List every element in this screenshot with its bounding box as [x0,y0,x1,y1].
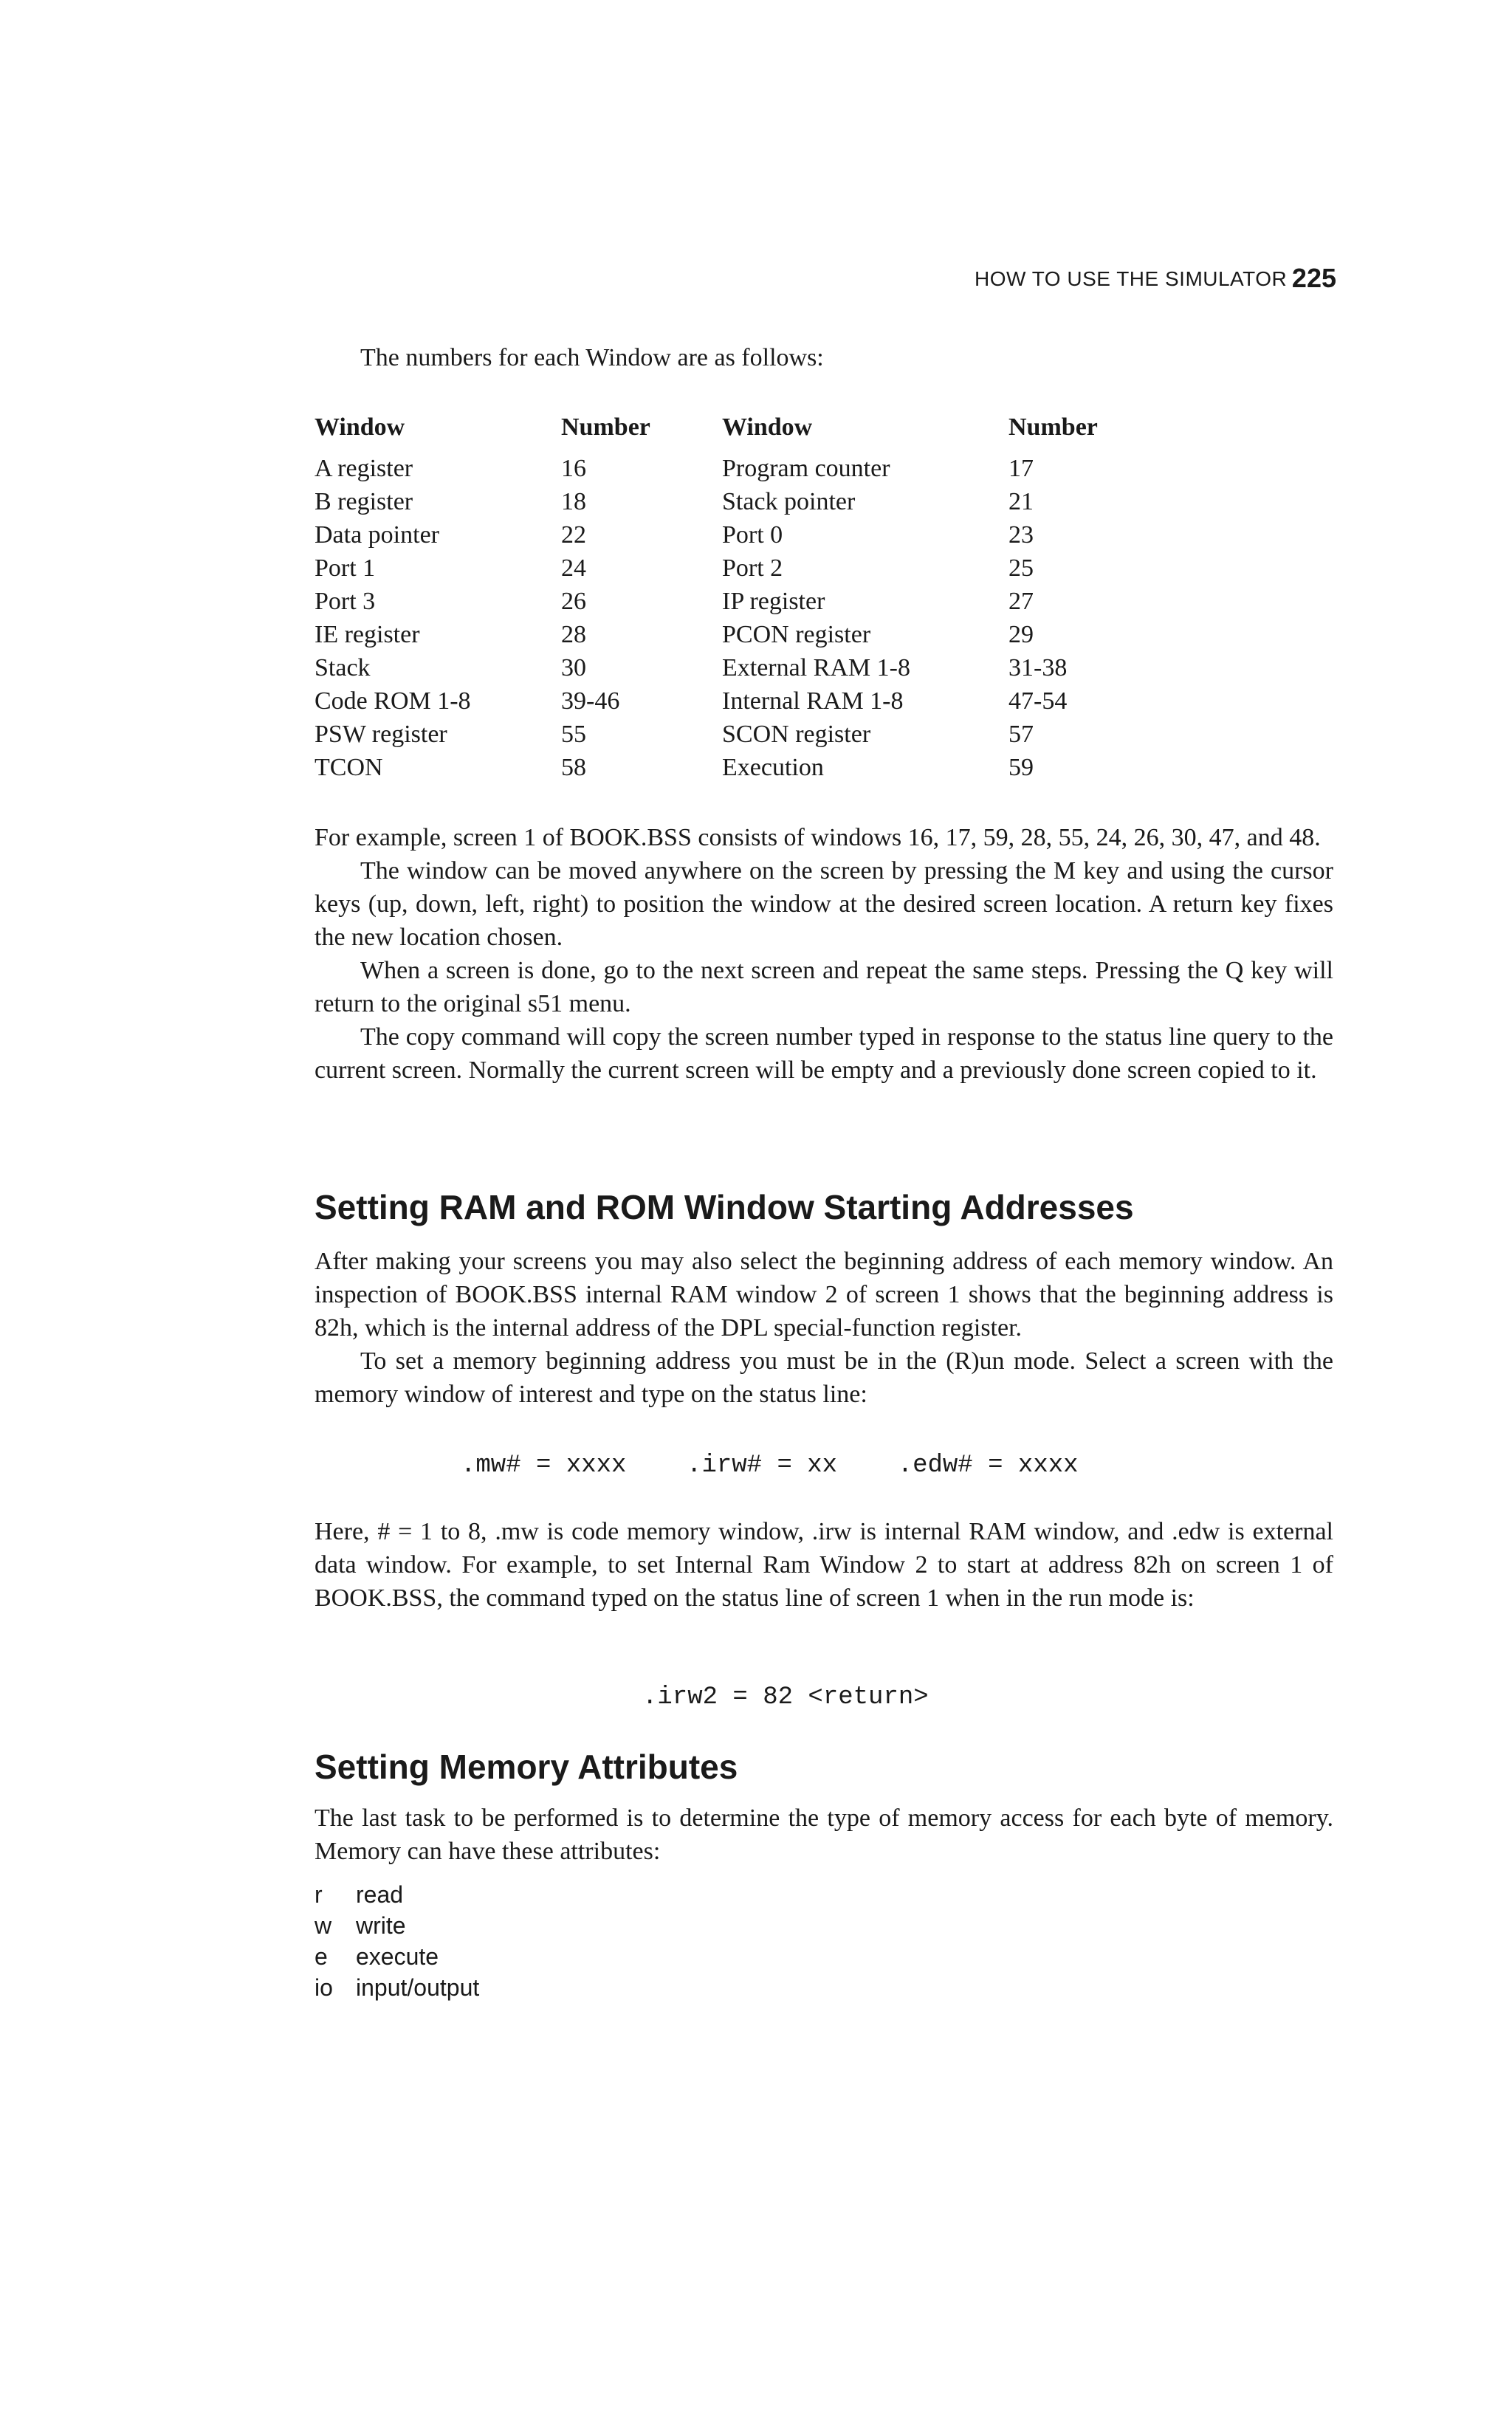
table-cell: A register [315,455,413,482]
paragraph: The copy command will copy the screen number typed in response to the status line query to the current screen. Normally the current screen will be empty and a previously done screen copied to it. [315,1023,1333,1084]
table-cell: Port 2 [722,554,783,582]
attribute-label: read [356,1881,404,1908]
running-head-title: HOW TO USE THE SIMULATOR [975,267,1288,290]
table-cell: Port 1 [315,554,376,582]
table-cell: 17 [1008,455,1034,482]
attribute-key: e [315,1943,328,1970]
table-cell: 21 [1008,488,1034,515]
table-cell: PSW register [315,721,447,748]
table-cell: IP register [722,588,825,615]
table-body [315,455,1156,787]
paragraph: The last task to be performed is to determine the type of memory access for each byte of memory. Memory can have these attributes: [315,1804,1333,1865]
paragraph: Here, # = 1 to 8, .mw is code memory window, .irw is internal RAM window, and .edw is external data window. For example, to set Internal Ram Window 2 to start at address 82h on screen 1 of BOOK.BSS, the command typed on the status line of screen 1 when in the run mode is: [315,1518,1333,1612]
table-cell: Stack pointer [722,488,856,515]
table-header: Number [1008,413,1098,441]
paragraph-block-1 [315,821,1333,1087]
code-example-irw2: .irw2 = 82 <return> [642,1683,929,1711]
table-row [315,654,1156,687]
table-row [315,687,1156,721]
attribute-label: execute [356,1943,439,1970]
attribute-key: w [315,1912,332,1939]
table-cell: 58 [561,754,586,781]
table-cell: 29 [1008,621,1034,648]
table-intro: The numbers for each Window are as follows: [360,344,824,371]
table-header: Window [722,413,813,441]
table-cell: 16 [561,455,586,482]
paragraph: To set a memory beginning address you must be in the (R)un mode. Select a screen with the memory window of interest and type on the status line: [315,1347,1333,1408]
attribute-label: write [356,1912,406,1939]
table-cell: 28 [561,621,586,648]
section-heading-ram-rom: Setting RAM and ROM Window Starting Addresses [315,1188,1134,1226]
attribute-key: io [315,1974,333,2001]
table-header-row [315,413,1156,455]
table-cell: 31-38 [1008,654,1068,681]
table-cell: 47-54 [1008,687,1068,715]
attribute-label: input/output [356,1974,480,2001]
table-cell: Stack [315,654,371,681]
paragraph: The window can be moved anywhere on the screen by pressing the M key and using the cursor keys (up, down, left, right) to position the window at the desired screen location. A return key fixes the new location chosen. [315,857,1333,951]
table-cell: Port 0 [722,521,783,549]
table-cell: 23 [1008,521,1034,549]
table-cell: B register [315,488,413,515]
table-cell: External RAM 1-8 [722,654,910,681]
table-cell: Port 3 [315,588,376,615]
table-cell: 39-46 [561,687,620,715]
list-item [315,1974,479,2005]
table-cell: 24 [561,554,586,582]
paragraph-block-3 [315,1515,1333,1615]
table-row [315,588,1156,621]
table-header: Number [561,413,650,441]
list-item [315,1943,479,1974]
table-cell: 27 [1008,588,1034,615]
table-cell: Execution [722,754,824,781]
paragraph-block-2 [315,1245,1333,1411]
table-row [315,455,1156,488]
code-example-window-addresses: .mw# = xxxx .irw# = xx .edw# = xxxx [461,1452,1079,1480]
running-head [975,263,1336,300]
table-cell: PCON register [722,621,871,648]
table-cell: Program counter [722,455,890,482]
table-row [315,621,1156,654]
paragraph: When a screen is done, go to the next screen and repeat the same steps. Pressing the Q key will return to the original s51 menu. [315,957,1333,1017]
table-row [315,488,1156,521]
table-cell: 30 [561,654,586,681]
table-cell: SCON register [722,721,871,748]
table-cell: Internal RAM 1-8 [722,687,904,715]
page-number: 225 [1291,263,1336,293]
paragraph: For example, screen 1 of BOOK.BSS consists of windows 16, 17, 59, 28, 55, 24, 26, 30, 47, and 48. [315,824,1321,851]
table-cell: Data pointer [315,521,439,549]
table-cell: Code ROM 1-8 [315,687,471,715]
memory-attribute-list [315,1881,479,2005]
table-row [315,521,1156,554]
table-cell: 59 [1008,754,1034,781]
table-cell: TCON [315,754,383,781]
attribute-key: r [315,1881,323,1908]
table-cell: 18 [561,488,586,515]
table-row [315,554,1156,588]
list-item [315,1912,479,1943]
table-cell: 57 [1008,721,1034,748]
window-number-table [315,413,1156,787]
table-cell: 26 [561,588,586,615]
paragraph: After making your screens you may also select the beginning address of each memory window. An inspection of BOOK.BSS internal RAM window 2 of screen 1 shows that the beginning address is 82h, which is the internal address of the DPL special-function register. [315,1248,1333,1342]
list-item [315,1881,479,1912]
section-heading-memory-attributes: Setting Memory Attributes [315,1748,738,1786]
table-row [315,721,1156,754]
table-cell: 22 [561,521,586,549]
table-cell: 25 [1008,554,1034,582]
table-cell: IE register [315,621,420,648]
paragraph-block-4 [315,1802,1333,1868]
table-cell: 55 [561,721,586,748]
table-row [315,754,1156,787]
table-header: Window [315,413,405,441]
